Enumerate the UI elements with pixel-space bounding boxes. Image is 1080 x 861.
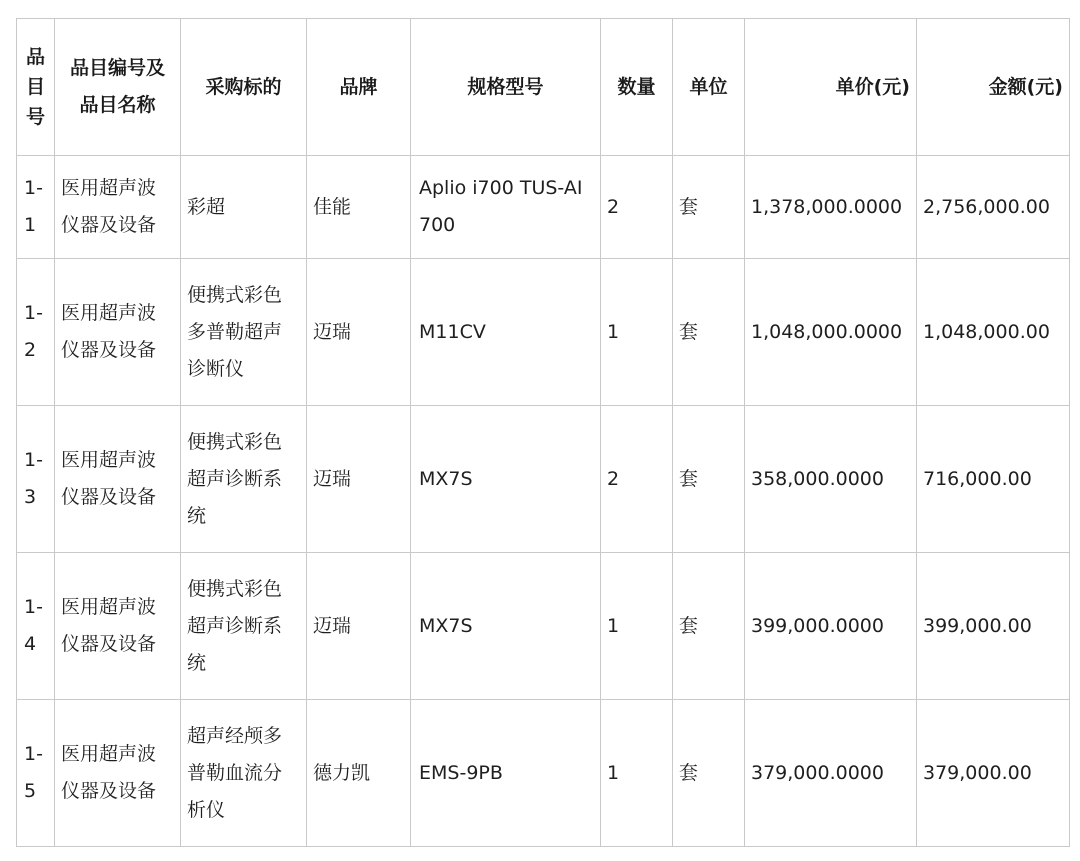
header-item: 采购标的 [181,19,307,156]
cell-brand: 迈瑞 [307,553,411,700]
cell-item: 便携式彩色超声诊断系统 [181,553,307,700]
cell-amount: 379,000.00 [917,700,1070,847]
cell-item: 便携式彩色超声诊断系统 [181,406,307,553]
cell-quantity: 1 [601,553,673,700]
cell-category: 医用超声波仪器及设备 [55,406,181,553]
cell-category: 医用超声波仪器及设备 [55,700,181,847]
cell-quantity: 1 [601,700,673,847]
cell-unit-price: 1,378,000.0000 [745,156,917,259]
cell-quantity: 2 [601,156,673,259]
cell-quantity: 2 [601,406,673,553]
table-row [17,553,1070,700]
cell-amount: 716,000.00 [917,406,1070,553]
cell-amount: 399,000.00 [917,553,1070,700]
cell-item-no: 1-5 [17,700,55,847]
cell-brand: 迈瑞 [307,259,411,406]
header-unit-price: 单价(元) [745,19,917,156]
cell-brand: 佳能 [307,156,411,259]
cell-unit: 套 [673,259,745,406]
header-item-no: 品目号 [17,19,55,156]
table-body [17,156,1070,847]
cell-unit-price: 379,000.0000 [745,700,917,847]
cell-item-no: 1-4 [17,553,55,700]
cell-item-no: 1-3 [17,406,55,553]
cell-item-no: 1-1 [17,156,55,259]
cell-amount: 1,048,000.00 [917,259,1070,406]
cell-unit: 套 [673,406,745,553]
table-header [17,19,1070,156]
cell-item-no: 1-2 [17,259,55,406]
cell-unit-price: 358,000.0000 [745,406,917,553]
cell-brand: 迈瑞 [307,406,411,553]
header-category: 品目编号及品目名称 [55,19,181,156]
cell-item: 超声经颅多普勒血流分析仪 [181,700,307,847]
table-row [17,156,1070,259]
cell-amount: 2,756,000.00 [917,156,1070,259]
cell-unit: 套 [673,700,745,847]
header-brand: 品牌 [307,19,411,156]
cell-category: 医用超声波仪器及设备 [55,259,181,406]
header-model: 规格型号 [411,19,601,156]
cell-category: 医用超声波仪器及设备 [55,553,181,700]
cell-model: EMS-9PB [411,700,601,847]
table-row [17,259,1070,406]
cell-quantity: 1 [601,259,673,406]
table-row [17,700,1070,847]
cell-category: 医用超声波仪器及设备 [55,156,181,259]
cell-item: 彩超 [181,156,307,259]
header-unit: 单位 [673,19,745,156]
table-row [17,406,1070,553]
cell-unit: 套 [673,553,745,700]
header-amount: 金额(元) [917,19,1070,156]
header-row [17,19,1070,156]
cell-unit-price: 1,048,000.0000 [745,259,917,406]
cell-model: M11CV [411,259,601,406]
procurement-table [16,18,1070,847]
cell-unit-price: 399,000.0000 [745,553,917,700]
cell-model: MX7S [411,553,601,700]
cell-model: MX7S [411,406,601,553]
cell-item: 便携式彩色多普勒超声诊断仪 [181,259,307,406]
cell-unit: 套 [673,156,745,259]
header-quantity: 数量 [601,19,673,156]
cell-model: Aplio i700 TUS-AI700 [411,156,601,259]
cell-brand: 德力凯 [307,700,411,847]
